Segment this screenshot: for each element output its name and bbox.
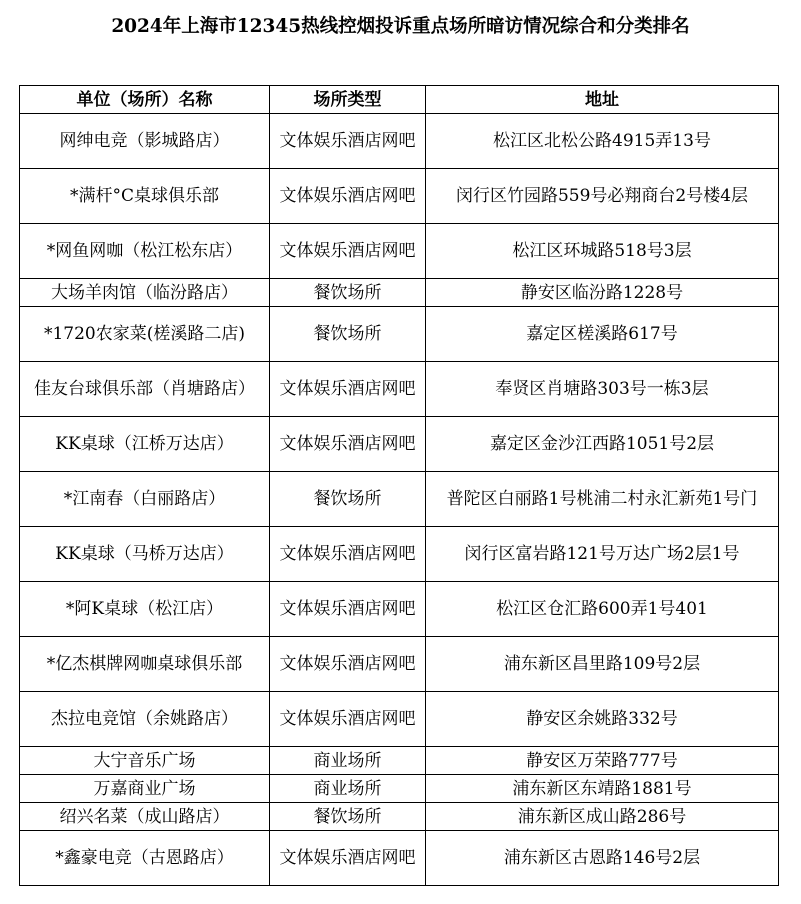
table-row	[20, 279, 779, 307]
venue-address-cell: 嘉定区槎溪路617号	[426, 307, 779, 362]
venue-address-cell: 浦东新区古恩路146号2层	[426, 831, 779, 886]
venue-type-cell: 商业场所	[270, 747, 426, 775]
venue-table	[19, 85, 779, 886]
document-title: 2024年上海市12345热线控烟投诉重点场所暗访情况综合和分类排名	[111, 16, 690, 37]
venue-type-cell: 餐饮场所	[270, 307, 426, 362]
venue-name-cell: 大场羊肉馆（临汾路店）	[20, 279, 270, 307]
venue-address-cell: 闵行区竹园路559号必翔商台2号楼4层	[426, 169, 779, 224]
table-row	[20, 307, 779, 362]
venue-address-cell: 静安区余姚路332号	[426, 692, 779, 747]
venue-address-cell: 闵行区富岩路121号万达广场2层1号	[426, 527, 779, 582]
table-row	[20, 692, 779, 747]
venue-name-cell: 大宁音乐广场	[20, 747, 270, 775]
venue-type-cell: 文体娱乐酒店网吧	[270, 362, 426, 417]
header-name: 单位（场所）名称	[20, 86, 270, 114]
venue-type-cell: 文体娱乐酒店网吧	[270, 417, 426, 472]
venue-type-cell: 文体娱乐酒店网吧	[270, 637, 426, 692]
table-row	[20, 362, 779, 417]
venue-name-cell: 杰拉电竞馆（余姚路店）	[20, 692, 270, 747]
venue-name-cell: *1720农家菜(槎溪路二店)	[20, 307, 270, 362]
venue-name-cell: *满杆°C桌球俱乐部	[20, 169, 270, 224]
venue-name-cell: 佳友台球俱乐部（肖塘路店）	[20, 362, 270, 417]
venue-name-cell: 万嘉商业广场	[20, 775, 270, 803]
venue-name-cell: KK桌球（江桥万达店）	[20, 417, 270, 472]
venue-name-cell: KK桌球（马桥万达店）	[20, 527, 270, 582]
venue-name-cell: *网鱼网咖（松江松东店）	[20, 224, 270, 279]
venue-address-cell: 静安区临汾路1228号	[426, 279, 779, 307]
venue-address-cell: 静安区万荣路777号	[426, 747, 779, 775]
venue-address-cell: 浦东新区昌里路109号2层	[426, 637, 779, 692]
venue-type-cell: 餐饮场所	[270, 279, 426, 307]
venue-type-cell: 商业场所	[270, 775, 426, 803]
venue-address-cell: 普陀区白丽路1号桃浦二村永汇新苑1号门	[426, 472, 779, 527]
table-row	[20, 637, 779, 692]
venue-address-cell: 浦东新区成山路286号	[426, 803, 779, 831]
table-row	[20, 472, 779, 527]
table-row	[20, 114, 779, 169]
table-row	[20, 803, 779, 831]
venue-type-cell: 餐饮场所	[270, 472, 426, 527]
venue-name-cell: *江南春（白丽路店）	[20, 472, 270, 527]
venue-type-cell: 文体娱乐酒店网吧	[270, 224, 426, 279]
table-row	[20, 169, 779, 224]
venue-address-cell: 浦东新区东靖路1881号	[426, 775, 779, 803]
venue-type-cell: 文体娱乐酒店网吧	[270, 114, 426, 169]
venue-type-cell: 文体娱乐酒店网吧	[270, 169, 426, 224]
venue-type-cell: 餐饮场所	[270, 803, 426, 831]
table-row	[20, 582, 779, 637]
venue-address-cell: 嘉定区金沙江西路1051号2层	[426, 417, 779, 472]
venue-address-cell: 松江区北松公路4915弄13号	[426, 114, 779, 169]
venue-type-cell: 文体娱乐酒店网吧	[270, 831, 426, 886]
venue-type-cell: 文体娱乐酒店网吧	[270, 692, 426, 747]
venue-name-cell: 网绅电竞（影城路店）	[20, 114, 270, 169]
venue-type-cell: 文体娱乐酒店网吧	[270, 582, 426, 637]
header-type: 场所类型	[270, 86, 426, 114]
table-row	[20, 417, 779, 472]
venue-address-cell: 奉贤区肖塘路303号一栋3层	[426, 362, 779, 417]
table-row	[20, 747, 779, 775]
table-row	[20, 224, 779, 279]
venue-address-cell: 松江区仓汇路600弄1号401	[426, 582, 779, 637]
venue-name-cell: *亿杰棋牌网咖桌球俱乐部	[20, 637, 270, 692]
header-address: 地址	[426, 86, 779, 114]
venue-name-cell: *鑫豪电竞（古恩路店）	[20, 831, 270, 886]
venue-type-cell: 文体娱乐酒店网吧	[270, 527, 426, 582]
table-header-row	[20, 86, 779, 114]
table-row	[20, 831, 779, 886]
venue-address-cell: 松江区环城路518号3层	[426, 224, 779, 279]
venue-name-cell: 绍兴名菜（成山路店）	[20, 803, 270, 831]
table-row	[20, 527, 779, 582]
table-row	[20, 775, 779, 803]
venue-name-cell: *阿K桌球（松江店）	[20, 582, 270, 637]
